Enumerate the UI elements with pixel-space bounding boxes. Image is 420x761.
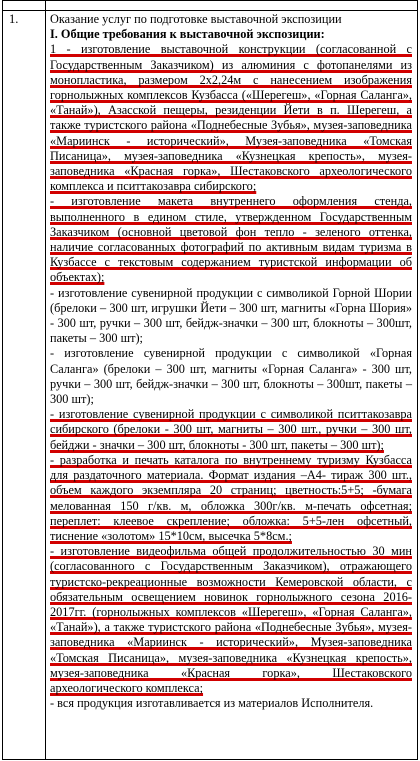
row-number: 1. [9,12,19,26]
item-souvenirs-psittacosaurus [50,407,412,453]
table-row-border [3,10,417,11]
document-table [2,0,418,760]
item-text: 1 - изготовление выставочной конструкции (согласованной с Государственным Заказчиком) из алюминия с фотопанелями из монопластика, размером 2х2,24м с нанесением изображения горнолыжных комплексов Кузбасса («Шерегеш», «Горная Саланга», «Танай»), Азасской пещеры, резиденции Йети в п. Шерегеш, а также туристского района «Поднебесные Зубья», музея-заповедника «Мариинск - исторический», Музея-заповедника «Томская Писаница», музея-заповедника «Кузнецкая крепость», музея-заповедника «Красная горка», Шестаковского археологического комплекса и пситтакозавра сибирского; [50,42,412,194]
item-catalog [50,453,412,544]
item-exhibition-construction [50,42,412,194]
item-text: - разработка и печать каталога по внутреннему туризму Кузбасса для раздаточного материала. Формат издания –А4- тираж 300 шт., объем каждого экземпляра 20 страниц; цветность:5+5; -бумага мелованная 150 г/кв. м, обложка 300г/кв. м-печать офсетная; переплет: клеевое скрепление; обложка: 5+5-лен офсетный, тиснение «золотом» 15*10см, высечка 5*8см.; [50,452,412,543]
item-text: - изготовление сувенирной продукции с символикой пситтакозавра сибирского (брелоки - 300 шт, магниты – 300 шт., ручки – 300 шт, бейджи - значки – 300 шт, блокноты - 300 шт, пакеты – 300 шт); [50,407,412,452]
intro-text: Оказание услуг по подготовке выставочной экспозиции [50,12,342,26]
item-stand-layout [50,194,412,285]
row-content [50,12,412,711]
item-souvenirs-salanga: - изготовление сувенирной продукции с символикой «Горная Саланга» (брелоки – 300 шт, магниты «Горная Саланга» - 300 шт, ручки – 300 шт, бейдж-значки – 300 шт, блокноты – 300шт, пакеты – 300 шт); [50,346,412,407]
table-column-divider [45,0,46,759]
item-souvenirs-shoria: - изготовление сувенирной продукции с символикой Горной Шории (брелоки – 300 шт, игрушки Йети – 300 шт, магниты «Горна Шория» - 300 шт, ручки – 300 шт, бейдж-значки – 300 шт, блокноты – 300шт, пакеты – 300 шт); [50,285,412,346]
item-text: - изготовление видеофильма общей продолжительностью 30 мин (согласованного с Государственным Заказчиком), отражающего туристско-рекреационные возможности Кемеровской области, с обязательным освещением новинок горнолыжного сезона 2016-2017гг. (горнолыжных комплексов «Шерегеш», «Горная Саланга», «Танай»), а также туристского района «Поднебесные Зубья», музея-заповедника «Мариинск - исторический», Музея-заповедника «Томская Писаница», музея-заповедника «Кузнецкая крепость», музея-заповедника «Красная горка», Шестаковского археологического комплекса; [50,544,412,695]
item-materials-note: - вся продукция изготавливается из материалов Исполнителя. [50,696,374,711]
item-text: - изготовление макета внутреннего оформления стенда, выполненного в едином стиле, утвержденном Государственным Заказчиком (основной цветовой фон тепло - зеленого оттенка, наличие согласованных фотографий по активным видам туризма в Кузбассе с текстовым содержанием туристской информации об объектах); [50,194,412,285]
section-heading: I. Общие требования к выставочной экспозиции: [50,27,325,42]
item-video [50,544,412,696]
table-top-border [3,0,417,1]
